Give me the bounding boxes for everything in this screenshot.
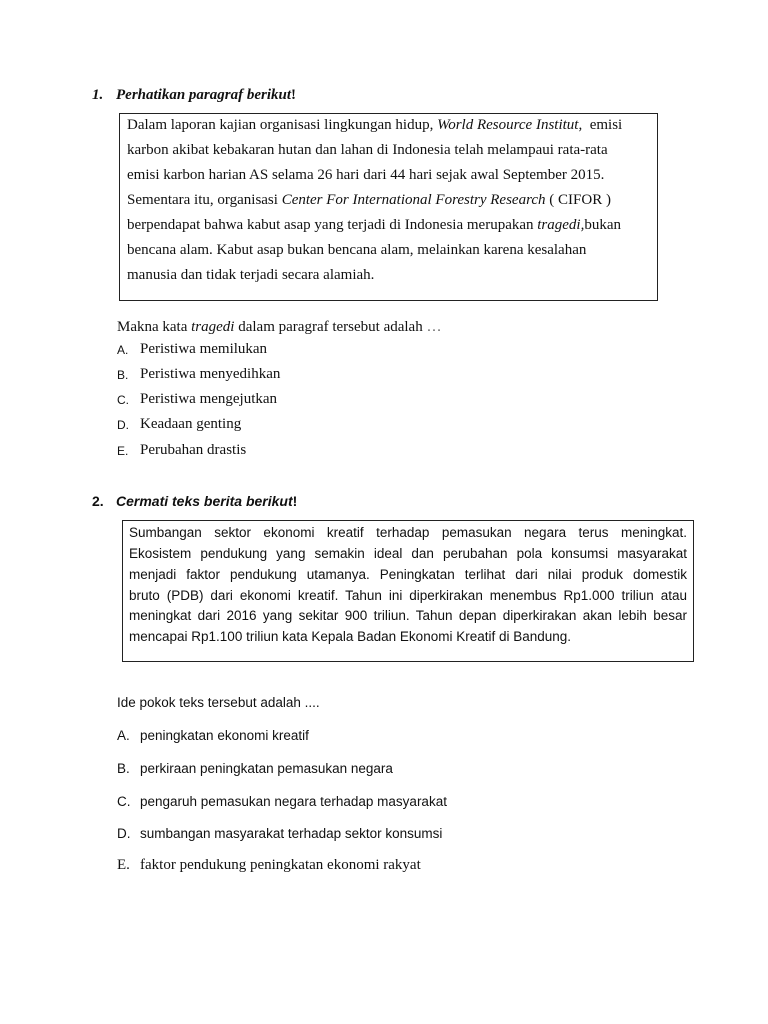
question-1-exclamation: ! xyxy=(291,87,297,103)
option-letter: B. xyxy=(117,761,130,776)
option-letter: E. xyxy=(117,444,129,458)
passage-2-line: meningkat dari 2016 yang sekitar 900 triliun. Tahun depan diperkirakan akan lebih besar xyxy=(129,608,687,623)
passage-2-line: Ekosistem pendukung yang semakin ideal dan perubahan pola konsumsi masyarakat xyxy=(129,546,687,561)
option-text: sumbangan masyarakat terhadap sektor konsumsi xyxy=(140,826,443,841)
passage-1-line: emisi karbon harian AS selama 26 hari dari 44 hari sejak awal September 2015. xyxy=(127,167,605,183)
option-letter: D. xyxy=(117,826,131,841)
option-letter: A. xyxy=(117,343,129,357)
passage-text: ( CIFOR ) xyxy=(545,192,611,208)
passage-text: Dalam laporan kajian organisasi lingkungan hidup, xyxy=(127,117,438,133)
passage-text: bukan xyxy=(584,217,622,233)
option-letter: B. xyxy=(117,368,129,382)
option-text: faktor pendukung peningkatan ekonomi rakyat xyxy=(140,857,421,873)
option-text: pengaruh pemasukan negara terhadap masyarakat xyxy=(140,794,447,809)
passage-italic-text: tragedi, xyxy=(537,217,585,233)
passage-text: emisi xyxy=(582,117,623,133)
question-2-instruction: Cermati teks berita berikut xyxy=(116,493,293,509)
question-2-heading xyxy=(92,493,297,509)
passage-text: Sementara itu, organisasi xyxy=(127,192,282,208)
passage-text: berpendapat bahwa kabut asap yang terjadi di Indonesia merupakan xyxy=(127,217,538,233)
passage-2-line: mencapai Rp1.100 triliun kata Kepala Badan Ekonomi Kreatif di Bandung. xyxy=(129,629,572,644)
passage-2-line: menjadi faktor pendukung utamanya. Peningkatan terlihat dari nilai produk domestik xyxy=(129,567,687,582)
option-letter: C. xyxy=(117,393,129,407)
passage-1-line xyxy=(127,192,611,209)
option-text: Keadaan genting xyxy=(140,416,242,432)
prompt-italic-text: tragedi xyxy=(191,319,235,335)
option-text: Perubahan drastis xyxy=(140,442,247,458)
passage-italic-text: World Resource Institut, xyxy=(437,117,583,133)
question-1-number: 1. xyxy=(92,87,104,103)
option-text: peningkatan ekonomi kreatif xyxy=(140,728,309,743)
prompt-ellipsis: … xyxy=(426,319,443,335)
question-2-passage-box xyxy=(122,520,694,662)
question-2-number: 2. xyxy=(92,493,104,509)
passage-1-line xyxy=(127,117,622,134)
question-1-instruction: Perhatikan paragraf berikut xyxy=(116,87,292,103)
option-letter: C. xyxy=(117,794,131,809)
passage-2-line: bruto (PDB) dari ekonomi kreatif. Tahun ini diperkirakan menembus Rp1.000 triliun atau xyxy=(129,588,687,603)
option-letter: A. xyxy=(117,728,130,743)
option-text: Peristiwa menyedihkan xyxy=(140,366,281,382)
prompt-text: dalam paragraf tersebut adalah xyxy=(234,319,427,335)
option-text: Peristiwa mengejutkan xyxy=(140,391,278,407)
option-letter: D. xyxy=(117,418,129,432)
option-text: perkiraan peningkatan pemasukan negara xyxy=(140,761,393,776)
option-text: Peristiwa memilukan xyxy=(140,341,268,357)
question-1-passage-box xyxy=(119,113,658,301)
option-letter: E. xyxy=(117,857,130,873)
passage-1-line: bencana alam. Kabut asap bukan bencana alam, melainkan karena kesalahan xyxy=(127,242,587,258)
passage-1-line: manusia dan tidak terjadi secara alamiah. xyxy=(127,267,375,283)
passage-1-line: karbon akibat kebakaran hutan dan lahan di Indonesia telah melampaui rata-rata xyxy=(127,142,608,158)
question-1-heading xyxy=(92,87,296,104)
question-1-prompt xyxy=(117,319,442,336)
question-2-prompt: Ide pokok teks tersebut adalah .... xyxy=(117,695,320,710)
passage-italic-text: Center For International Forestry Research xyxy=(281,192,546,208)
passage-1-line xyxy=(127,217,621,234)
question-2-exclamation: ! xyxy=(292,493,298,509)
passage-2-line: Sumbangan sektor ekonomi kreatif terhadap pemasukan negara terus meningkat. xyxy=(129,525,687,540)
prompt-text: Makna kata xyxy=(117,319,192,335)
